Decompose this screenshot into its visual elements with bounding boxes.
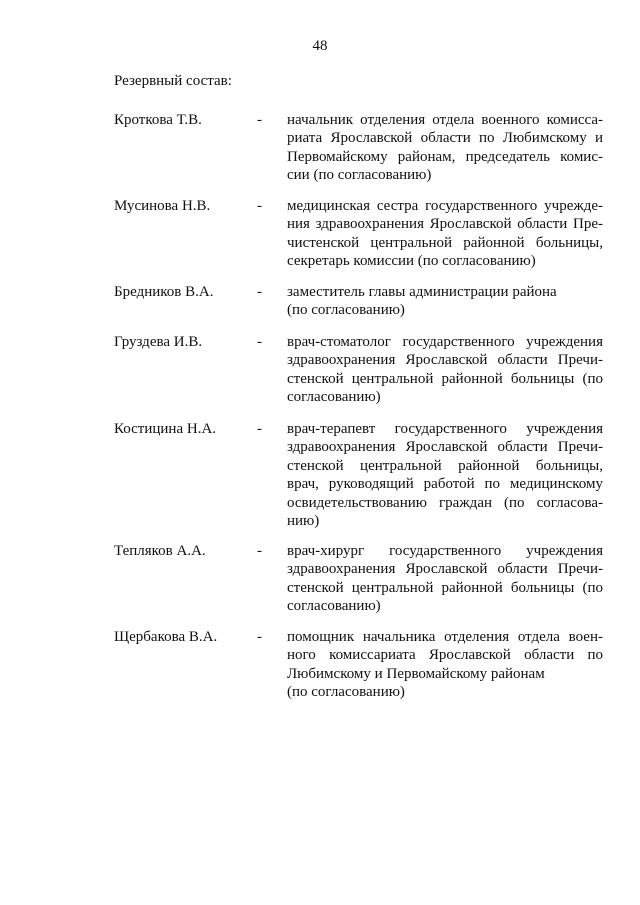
role-line: заместитель главы администрации района [287, 284, 557, 300]
member-name: Бредников В.А. [114, 284, 214, 300]
role-line: стенской центральной районной больницы (по [287, 370, 603, 387]
section-heading: Резервный состав: [114, 73, 232, 89]
member-name: Груздева И.В. [114, 334, 203, 350]
role-line: чистенской центральной районной больницы, [287, 234, 603, 251]
member-role [287, 542, 603, 616]
member-role [287, 283, 603, 320]
role-line: здравоохранения Ярославской области Пречи- [287, 561, 603, 578]
member-role [287, 420, 603, 530]
role-line: сии (по согласованию) [287, 167, 432, 184]
dash-separator: - [257, 543, 262, 559]
role-line: стенской центральной районной больницы (по [287, 579, 603, 596]
dash-separator: - [257, 421, 262, 437]
dash-separator: - [257, 112, 262, 128]
dash-separator: - [257, 284, 262, 300]
dash-separator: - [257, 334, 262, 350]
member-name: Мусинова Н.В. [114, 198, 211, 214]
role-line: секретарь комиссии (по согласованию) [287, 253, 536, 270]
member-name: Щербакова В.А. [114, 629, 218, 645]
role-line: помощник начальника отделения отдела воен- [287, 629, 603, 645]
member-role [287, 333, 603, 407]
member-role [287, 111, 603, 185]
role-line: ния здравоохранения Ярославской области Пре- [287, 216, 603, 233]
role-line: нию) [287, 513, 320, 530]
role-line: Любимскому и Первомайскому районам [287, 665, 545, 682]
member-name: Костицина Н.А. [114, 421, 217, 437]
role-line: риата Ярославской области по Любимскому и [287, 130, 603, 147]
role-line: согласованию) [287, 389, 381, 406]
dash-separator: - [257, 629, 262, 645]
page-number: 48 [312, 38, 328, 54]
role-line: врач-стоматолог государственного учреждения [287, 334, 603, 350]
role-line: Первомайскому районам, председатель комис- [287, 148, 603, 165]
role-line: здравоохранения Ярославской области Пречи- [287, 352, 603, 369]
role-line: (по согласованию) [287, 684, 405, 701]
dash-separator: - [257, 198, 262, 214]
role-line: врач-терапевт государственного учреждения [287, 421, 603, 437]
role-line: медицинская сестра государственного учрежде- [287, 198, 603, 214]
role-line: врач, руководящий работой по медицинскому [287, 476, 603, 493]
role-line: освидетельствованию граждан (по согласова- [287, 494, 603, 511]
member-name: Кроткова Т.В. [114, 112, 202, 128]
role-line: здравоохранения Ярославской области Пречи- [287, 439, 603, 456]
member-role [287, 628, 603, 702]
role-line: стенской центральной районной больницы, [287, 457, 603, 474]
role-line: согласованию) [287, 598, 381, 615]
member-name: Тепляков А.А. [114, 543, 206, 559]
member-role [287, 197, 603, 271]
role-line: ного комиссариата Ярославской области по [287, 647, 603, 664]
role-line: врач-хирург государственного учреждения [287, 543, 603, 559]
role-line: начальник отделения отдела военного комисса- [287, 112, 603, 128]
role-line: (по согласованию) [287, 302, 405, 319]
